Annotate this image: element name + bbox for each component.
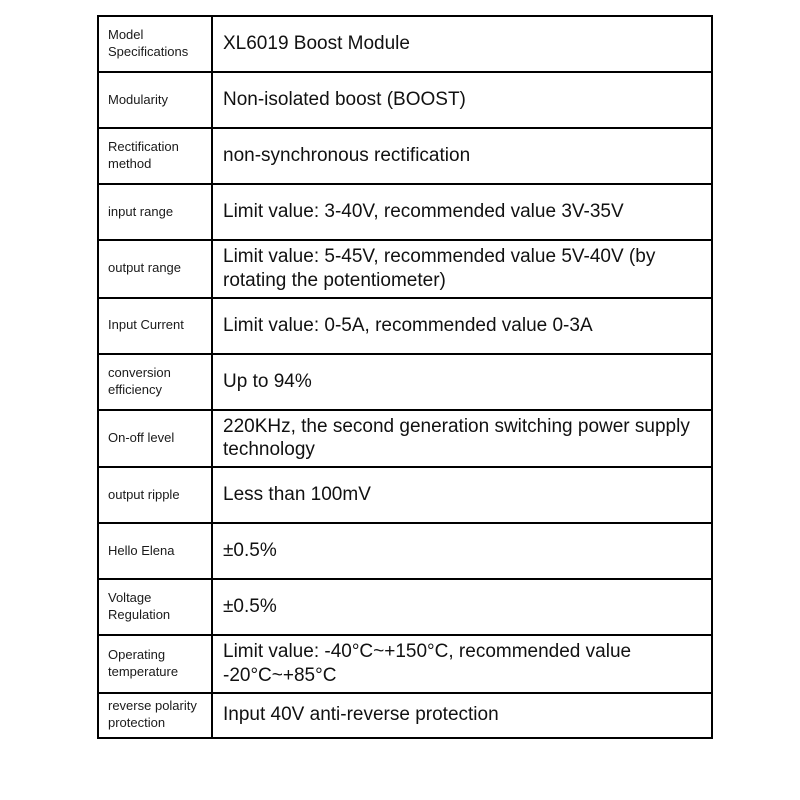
table-row [99,299,711,355]
spec-label: reverse polarity protection [99,694,213,737]
table-row [99,468,711,524]
table-row [99,524,711,580]
spec-value: 220KHz, the second generation switching power supply technology [223,415,690,461]
spec-label: Hello Elena [99,524,213,578]
spec-label: Input Current [99,299,213,353]
spec-label: Operating temperature [99,636,213,692]
spec-value: XL6019 Boost Module [223,33,410,55]
table-row [99,580,711,636]
spec-value: ±0.5% [223,596,277,618]
table-row [99,185,711,241]
spec-value: Limit value: 0-5A, recommended value 0-3A [223,314,593,336]
spec-label: input range [99,185,213,239]
spec-label: Rectification method [99,129,213,183]
spec-label: Modularity [99,73,213,127]
spec-value: Up to 94% [223,370,312,392]
spec-value: ±0.5% [223,540,277,562]
spec-value: Limit value: -40°C~+150°C, recommended value -20°C~+85°C [223,641,632,686]
spec-label: conversion efficiency [99,355,213,409]
table-row [99,355,711,411]
table-row [99,17,711,73]
spec-value: non-synchronous rectification [223,145,471,167]
table-row [99,241,711,299]
spec-label: Model Specifications [99,17,213,71]
spec-value: Limit value: 3-40V, recommended value 3V-35V [223,201,624,223]
spec-label: On-off level [99,411,213,467]
table-row [99,411,711,469]
spec-label: Voltage Regulation [99,580,213,634]
table-row [99,73,711,129]
spec-table [97,15,713,739]
spec-label: output ripple [99,468,213,522]
table-row [99,636,711,694]
spec-value: Non-isolated boost (BOOST) [223,89,466,111]
spec-value: Less than 100mV [223,484,371,506]
table-row [99,694,711,737]
spec-label: output range [99,241,213,297]
spec-value: Limit value: 5-45V, recommended value 5V-40V (by rotating the potentiometer) [223,246,656,291]
table-row [99,129,711,185]
spec-value: Input 40V anti-reverse protection [223,704,499,726]
